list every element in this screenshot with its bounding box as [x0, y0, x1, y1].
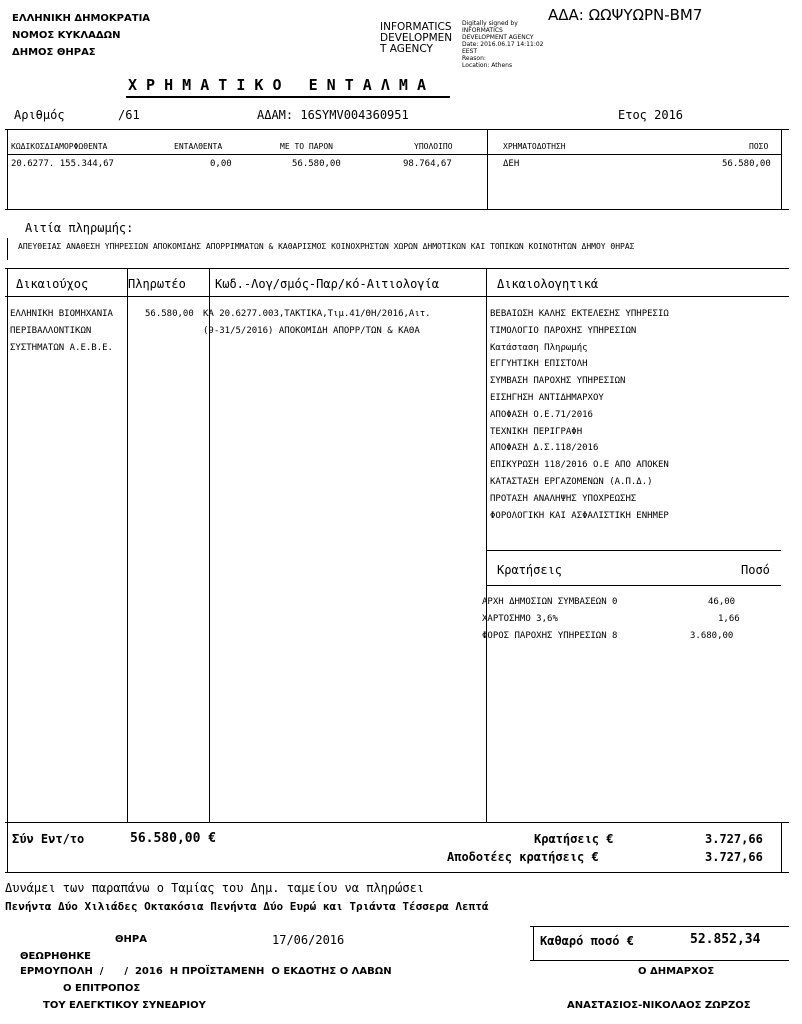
authorization-text: Δυνάμει των παραπάνω ο Ταμίας του Δημ. ταμείου να πληρώσει [5, 881, 425, 895]
payable-header: Πληρωτέο [128, 277, 186, 291]
list-item: ΒΕΒΑΙΩΣΗ ΚΑΛΗΣ ΕΚΤΕΛΕΣΗΣ ΥΠΗΡΕΣΙΩ [490, 309, 669, 319]
col-border-code [209, 268, 210, 822]
signature-detail-line: DEVELOPMENT AGENCY [462, 34, 534, 41]
documents-list [490, 306, 669, 524]
number-value: /61 [118, 108, 140, 122]
amount-in-words: Πενήντα Δύο Χιλιάδες Οκτακόσια Πενήντα Δύο Ευρώ και Τριάντα Τέσσερα Λεπτά [5, 900, 489, 913]
signer-name-line: T AGENCY [380, 43, 433, 55]
budget-current-value: 56.580,00 [292, 159, 341, 169]
list-item: ΕΙΣΗΓΗΣΗ ΑΝΤΙΔΗΜΑΡΧΟΥ [490, 392, 604, 403]
number-label: Αριθμός [14, 108, 65, 122]
deductions-header: Κρατήσεις [497, 563, 563, 577]
col-border-docs [486, 268, 487, 822]
beneficiary-line: ΠΕΡΙΒΑΛΛΟΝΤΙΚΩΝ [10, 325, 92, 336]
beneficiary-cell [10, 306, 113, 356]
list-item: ΚΑΤΑΣΤΑΣΗ ΕΡΓΑΖΟΜΕΝΩΝ (Α.Π.Δ.) [490, 476, 653, 487]
sum-value: 56.580,00 € [130, 831, 217, 846]
deduction-name: ΦΟΡΟΣ ΠΑΡΟΧΗΣ ΥΠΗΡΕΣΙΩΝ 8 [482, 631, 618, 641]
list-item: ΤΙΜΟΛΟΓΙΟ ΠΑΡΟΧΗΣ ΥΠΗΡΕΣΙΩΝ [490, 325, 637, 336]
deductions-top-rule [487, 550, 781, 551]
budget-header-code: ΚΩΔΙΚΟΣΔΙΑΜΟΡΦΩΘΕΝΤΑ [11, 142, 108, 151]
audit-court: ΤΟΥ ΕΛΕΓΚΤΙΚΟΥ ΣΥΝΕΔΡΙΟΥ [43, 1000, 206, 1011]
funding-source: ΔΕΗ [503, 159, 520, 169]
remitted-value: 3.727,66 [705, 850, 763, 864]
title-underline [126, 96, 450, 98]
deduction-name: ΑΡΧΗ ΔΗΜΟΣΙΩΝ ΣΥΜΒΑΣΕΩΝ 0 [482, 597, 618, 607]
code-cell [203, 306, 431, 340]
municipality-line: ΔΗΜΟΣ ΘΗΡΑΣ [12, 47, 96, 58]
code-header: Κωδ.-Λογ/σμός-Παρ/κό-Αιτιολογία [215, 277, 439, 291]
funding-header-rule [488, 154, 781, 155]
signer-name-line: DEVELOPMEN [380, 32, 453, 44]
remitted-label: Αποδοτέες κρατήσεις € [447, 850, 599, 864]
digital-signer-name [380, 22, 452, 55]
deduction-amount: 3.680,00 [690, 631, 734, 641]
signature-detail-line: Reason: [462, 55, 486, 62]
list-item: ΑΠΟΦΑΣΗ Ο.Ε.71/2016 [490, 409, 593, 420]
ada-code: ΑΔΑ: ΩΩΨΥΩΡΝ-ΒΜ7 [548, 6, 703, 24]
beneficiary-line: ΣΥΣΤΗΜΑΤΩΝ Α.Ε.Β.Ε. [10, 342, 113, 353]
budget-right-border [781, 129, 782, 209]
list-item: ΤΕΧΝΙΚΗ ΠΕΡΙΓΡΑΦΗ [490, 426, 583, 437]
signature-detail-line: INFORMATICS [462, 27, 503, 34]
beneficiary-line: ΕΛΛΗΝΙΚΗ ΒΙΟΜΗΧΑΝΙΑ [10, 309, 113, 319]
net-left-border [533, 926, 534, 960]
sum-label: Σύν Εντ/το [12, 832, 85, 846]
main-header-rule [5, 296, 789, 297]
documents-header: Δικαιολογητικά [497, 277, 599, 291]
signature-detail-line: EEST [462, 48, 478, 55]
budget-header-entalthenta: ΕΝΤΑΛΘΕΝΤΑ [174, 142, 223, 151]
totals-top-rule [5, 822, 789, 823]
budget-remaining-value: 98.764,67 [403, 159, 452, 169]
year: Ετος 2016 [618, 108, 684, 122]
budget-left-border [7, 129, 8, 209]
funding-header: ΧΡΗΜΑΤΟΔΟΤΗΣΗ [503, 142, 566, 151]
deductions-total-value: 3.727,66 [705, 832, 763, 846]
payable-amount: 56.580,00 [145, 309, 194, 319]
code-line: ΚΑ 20.6277.003,ΤΑΚΤΙΚΑ,Τιμ.41/ΘΗ/2016,Αιτ. [203, 309, 431, 319]
col-border-left [7, 268, 8, 822]
list-item: ΕΓΓΥΗΤΙΚΗ ΕΠΙΣΤΟΛΗ [490, 359, 588, 370]
beneficiary-header: Δικαιούχος [16, 277, 89, 291]
mayor-title: Ο ΔΗΜΑΡΧΟΣ [638, 966, 715, 977]
page-title: Χ Ρ Η Μ Α Τ Ι Κ Ο Ε Ν Τ Α Λ Μ Α [128, 76, 427, 94]
deductions-header-rule [487, 585, 781, 586]
funding-amount: 56.580,00 [722, 159, 771, 169]
list-item: ΕΠΙΚΥΡΩΣΗ 118/2016 Ο.Ε ΑΠΟ ΑΠΟΚΕΝ [490, 460, 669, 471]
prefecture-line: ΝΟΜΟΣ ΚΥΚΛΑΔΩΝ [12, 30, 121, 41]
totals-right-border [781, 822, 782, 872]
signature-detail-line: Date: 2016.06.17 14:11:02 [462, 41, 544, 48]
commissioner-title: Ο ΕΠΙΤΡΟΠΟΣ [63, 983, 141, 994]
budget-header-rule [8, 154, 487, 155]
budget-header-remaining: ΥΠΟΛΟΙΠΟ [414, 142, 453, 151]
cause-left-border [7, 238, 8, 260]
mayor-name: ΑΝΑΣΤΑΣΙΟΣ-ΝΙΚΟΛΑΟΣ ΖΩΡΖΟΣ [567, 1000, 751, 1011]
issue-date: 17/06/2016 [272, 933, 345, 947]
country-line: ΕΛΛΗΝΙΚΗ ΔΗΜΟΚΡΑΤΙΑ [12, 13, 151, 24]
list-item: Κατάσταση Πληρωμής [490, 342, 588, 353]
list-item: ΣΥΜΒΑΣΗ ΠΑΡΟΧΗΣ ΥΠΗΡΕΣΙΩΝ [490, 376, 626, 387]
net-value: 52.852,34 [690, 932, 761, 947]
cause-label: Αιτία πληρωμής: [25, 221, 134, 235]
list-item: ΠΡΟΤΑΣΗ ΑΝΑΛΗΨΗΣ ΥΠΟΧΡΕΩΣΗΣ [490, 493, 637, 504]
list-item: ΦΟΡΟΛΟΓΙΚΗ ΚΑΙ ΑΣΦΑΛΙΣΤΙΚΗ ΕΝΗΜΕΡ [490, 510, 669, 521]
deduction-name: ΧΑΡΤΟΣΗΜΟ 3,6% [482, 614, 558, 624]
signature-detail-line: Digitally signed by [462, 20, 518, 27]
col-border-payable [127, 268, 128, 822]
signer-name-line: INFORMATICS [380, 21, 452, 33]
list-item: ΑΠΟΦΑΣΗ Δ.Σ.118/2016 [490, 443, 599, 454]
net-bottom-rule [530, 960, 789, 961]
totals-bottom-rule [5, 872, 789, 873]
totals-left-border [7, 822, 8, 872]
net-label: Καθαρό ποσό € [540, 934, 634, 948]
signatories-line: ΕΡΜΟΥΠΟΛΗ / / 2016 Η ΠΡΟΪΣΤΑΜΕΝΗ Ο ΕΚΔΟΤΗΣ Ο ΛΑΒΩΝ [20, 966, 392, 977]
reviewed-label: ΘΕΩΡΗΘΗΚΕ [20, 951, 91, 962]
deduction-amount: 1,66 [718, 614, 740, 624]
code-line: (9-31/5/2016) ΑΠΟΚΟΜΙΔΗ ΑΠΟΡΡ/ΤΩΝ & ΚΑΘΑ [203, 325, 420, 336]
budget-entalthenta-value: 0,00 [210, 159, 232, 169]
signature-detail-line: Location: Athens [462, 62, 513, 69]
place: ΘΗΡΑ [115, 934, 147, 945]
deductions-total-label: Κρατήσεις € [534, 832, 614, 846]
main-top-rule [5, 268, 789, 269]
net-top-rule [530, 926, 789, 927]
budget-top-rule [5, 129, 789, 130]
deductions-amount-header: Ποσό [741, 563, 770, 577]
budget-divider [487, 129, 488, 209]
cause-text: ΑΠΕΥΘΕΙΑΣ ΑΝΑΘΕΣΗ ΥΠΗΡΕΣΙΩΝ ΑΠΟΚΟΜΙΔΗΣ ΑΠΟΡΡΙΜΜΑΤΩΝ & ΚΑΘΑΡΙΣΜΟΣ ΚΟΙΝΟΧΡΗΣΤΩΝ ΧΩΡΩΝ ΔΗΜΟΤΙΚΩΝ ΚΑΙ ΤΟΠΙΚΩΝ ΚΟΙΝΟΤΗΤΩΝ ΔΗΜΟΥ ΘΗΡΑΣ [18, 242, 635, 251]
adam-code: ΑΔΑΜ: 16SYMV004360951 [257, 108, 409, 122]
amount-header: ΠΟΣΟ [749, 142, 769, 151]
issuer-block [12, 10, 150, 61]
digital-signature-details [462, 20, 543, 69]
budget-code-value: 20.6277. 155.344,67 [11, 159, 114, 169]
deduction-amount: 46,00 [708, 597, 736, 607]
budget-bottom-rule [5, 209, 789, 210]
budget-header-current: ΜΕ ΤΟ ΠΑΡΟΝ [280, 142, 333, 151]
